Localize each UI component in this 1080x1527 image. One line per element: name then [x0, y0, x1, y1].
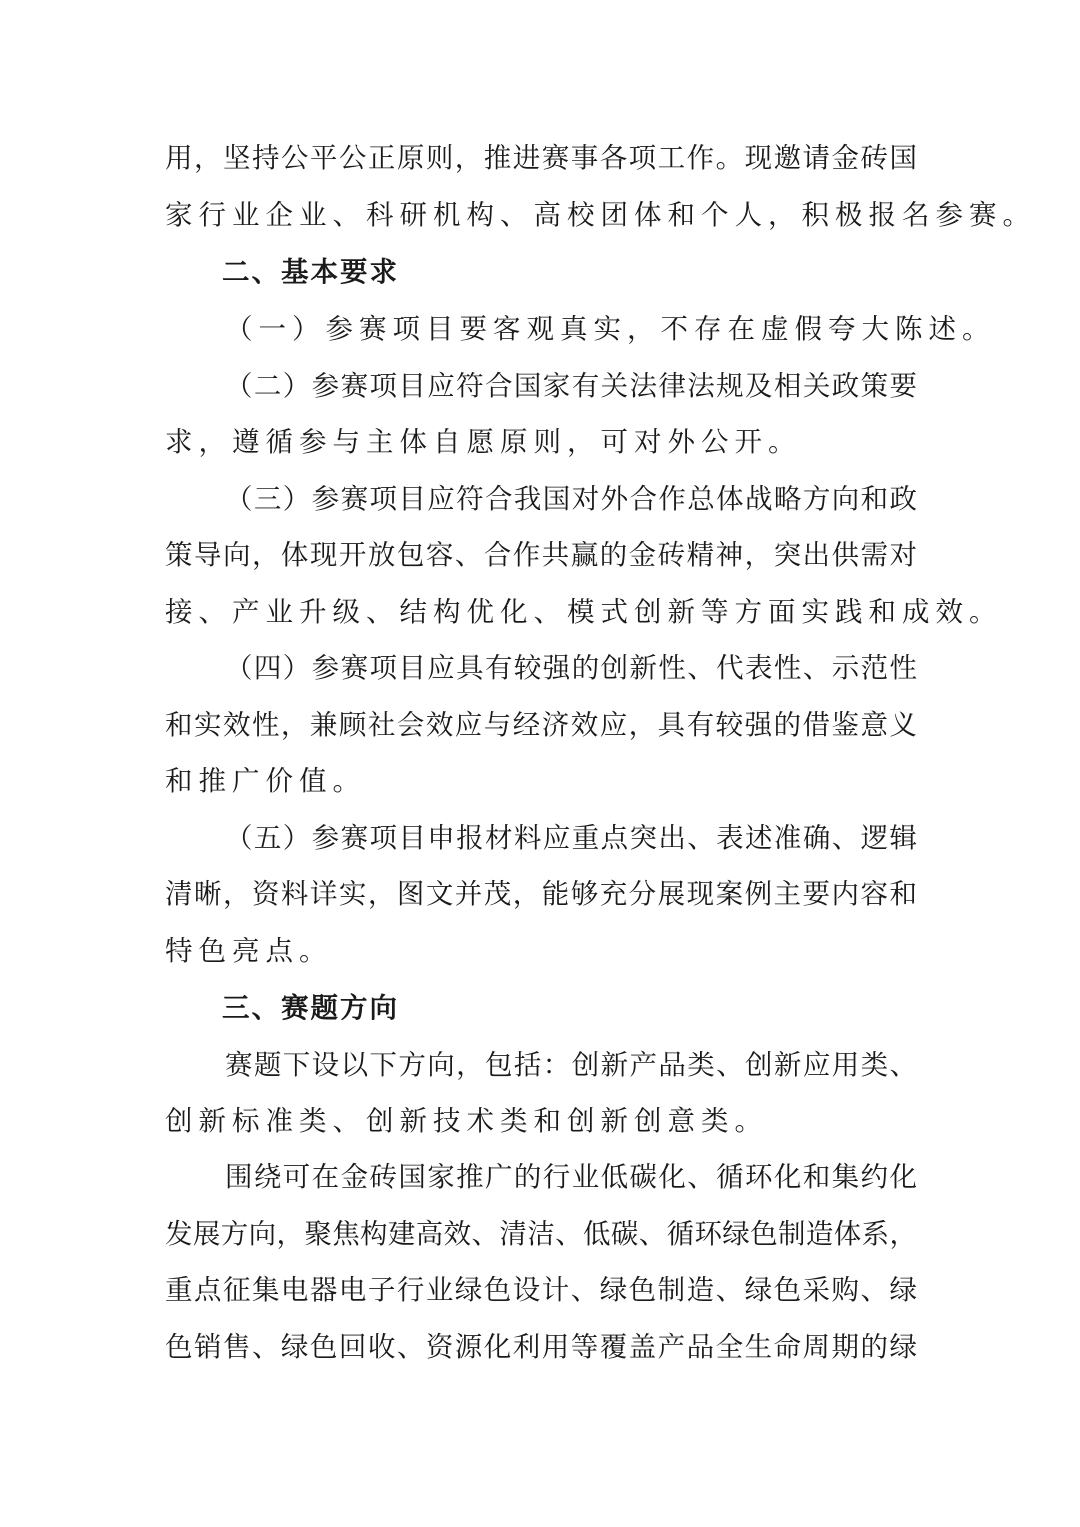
text-line: 和推广价值。 [165, 765, 366, 797]
text-line: 色销售、绿色回收、资源化利用等覆盖产品全生命周期的绿 [165, 1331, 917, 1363]
text-line: 家行业企业、科研机构、高校团体和个人，积极报名参赛。 [165, 199, 1036, 231]
text-line: 接、产业升级、结构优化、模式创新等方面实践和成效。 [165, 596, 1003, 628]
text-line: 发展方向，聚焦构建高效、清洁、低碳、循环绿色制造体系， [165, 1218, 917, 1250]
text-line: 重点征集电器电子行业绿色设计、绿色制造、绿色采购、绿 [165, 1274, 917, 1306]
text-line: （二）参赛项目应符合国家有关法律法规及相关政策要 [225, 370, 917, 402]
text-line: 求，遵循参与主体自愿原则，可对外公开。 [165, 426, 802, 458]
section-heading: 二、基本要求 [222, 256, 399, 288]
text-line: （四）参赛项目应具有较强的创新性、代表性、示范性 [225, 652, 917, 684]
section-heading: 三、赛题方向 [222, 992, 399, 1024]
text-line: （三）参赛项目应符合我国对外合作总体战略方向和政 [225, 483, 917, 515]
text-line: 围绕可在金砖国家推广的行业低碳化、循环化和集约化 [225, 1161, 917, 1193]
text-line: 赛题下设以下方向，包括：创新产品类、创新应用类、 [225, 1049, 917, 1081]
text-line: （五）参赛项目申报材料应重点突出、表述准确、逻辑 [225, 822, 917, 854]
text-line: （一）参赛项目要客观真实，不存在虚假夸大陈述。 [225, 313, 996, 345]
text-line: 特色亮点。 [165, 935, 333, 967]
text-line: 清晰，资料详实，图文并茂，能够充分展现案例主要内容和 [165, 878, 917, 910]
text-line: 策导向，体现开放包容、合作共赢的金砖精神，突出供需对 [165, 539, 917, 571]
text-line: 创新标准类、创新技术类和创新创意类。 [165, 1105, 768, 1137]
text-line: 和实效性，兼顾社会效应与经济效应，具有较强的借鉴意义 [165, 709, 917, 741]
text-line: 用，坚持公平公正原则，推进赛事各项工作。现邀请金砖国 [165, 142, 917, 174]
